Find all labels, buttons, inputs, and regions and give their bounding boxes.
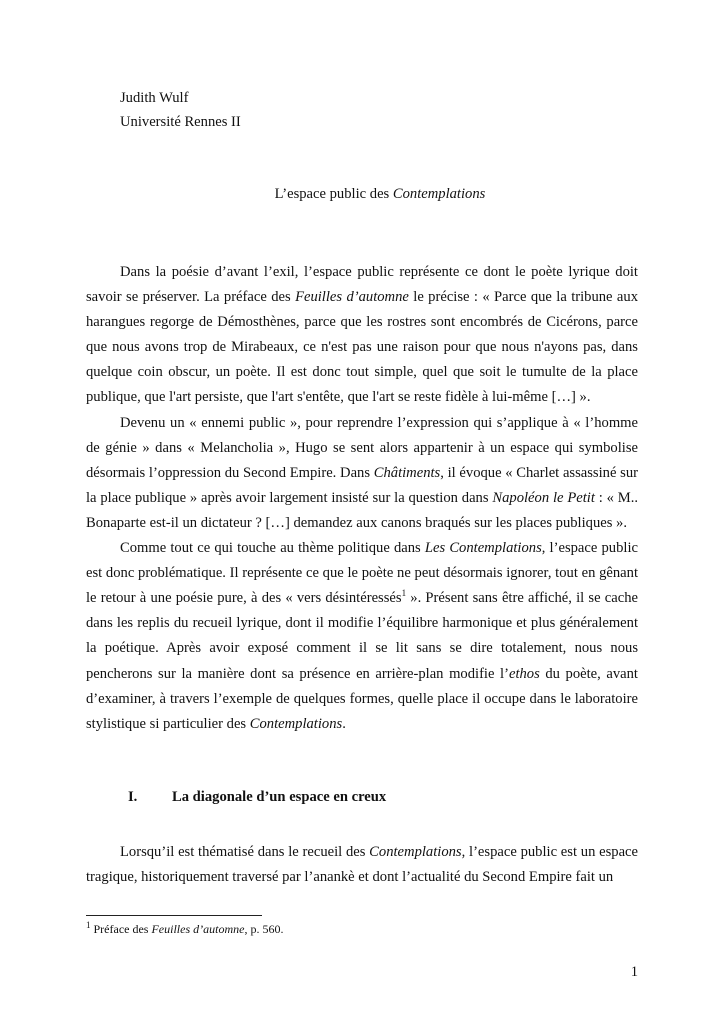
title-italic: Contemplations [392,186,486,202]
section-title: La diagonale d’un espace en creux [172,789,387,805]
paragraph-4: Lorsqu’il est thématisé dans le recueil des Contemplations, l’espace public est un espace tragique, historiquement traversé par l’anankè et dont l’actualité du Second Empire fait un [86,844,639,886]
paragraph-2: Devenu un « ennemi public », pour reprendre l’expression qui s’applique à « l’homme de génie » dans « Melancholia », Hugo se sent alors appartenir à un espace qui symbolise désormais l’oppression du Second Empire. Dans Châtiments, il évoque « Charlet assassiné sur la place publique » après avoir largement insisté sur la question dans Napoléon le Petit : « M.. Bonaparte est-il un dictateur ? […] demandez aux canons braqués sur les places publiques ». [86,414,638,531]
footnote-marker: 1 [86,920,91,930]
footnote: $^1$ Préface des Feuilles d’automne, p. 560. [86,920,284,936]
footnote-ref[interactable]: 1 [401,588,407,599]
title-text: L’espace public des [274,186,393,202]
page-number: 1 [630,964,638,980]
paragraph-3: Comme tout ce qui touche au thème politique dans Les Contemplations, l’espace public est donc problématique. Il représente ce que le poète ne peut désormais ignorer, tout en gênant le retour à une poésie pure, à des « vers désintéressés$^1$ ». Présent sans être affiché, il se cache dans les replis du recueil lyrique, dont il modifie l’équilibre harmonique et plus généralement la poétique. Après avoir exposé comment il se lit sans se dire totalement, nous nous pencherons sur la manière dont sa présence en arrière-plan modifie l’ethos du poète, avant d’examiner, à travers l’exemple de quelques formes, quelle place il occupe dans le laboratoire stylistique si particulier des Contemplations. [86,540,638,732]
section-number: I. [128,789,138,805]
author-affiliation: Université Rennes II [120,114,241,130]
paragraph-1: Dans la poésie d’avant l’exil, l’espace public représente ce dont le poète lyrique doit savoir se préserver. La préface des Feuilles d’automne le précise : « Parce que la tribune aux harangues regorge de Démosthènes, parce que les rostres sont encombrés de Cicérons, parce que nous avons trop de Mirabeaux, ce n'est pas une raison pour que nous n'ayons pas, dans quelque coin obscur, un poète. Il est donc tout simple, quel que soit le tumulte de la place publique, que l'art persiste, que l'art s'entête, que l'art se reste fidèle à lui-même […] ». [86,264,638,406]
section-heading [128,789,386,806]
body-text [86,260,638,737]
body-text-continued [86,840,638,890]
author-name: Judith Wulf [120,90,189,106]
footnote-divider [86,915,262,916]
article-title [0,186,724,203]
author-block [120,86,241,134]
